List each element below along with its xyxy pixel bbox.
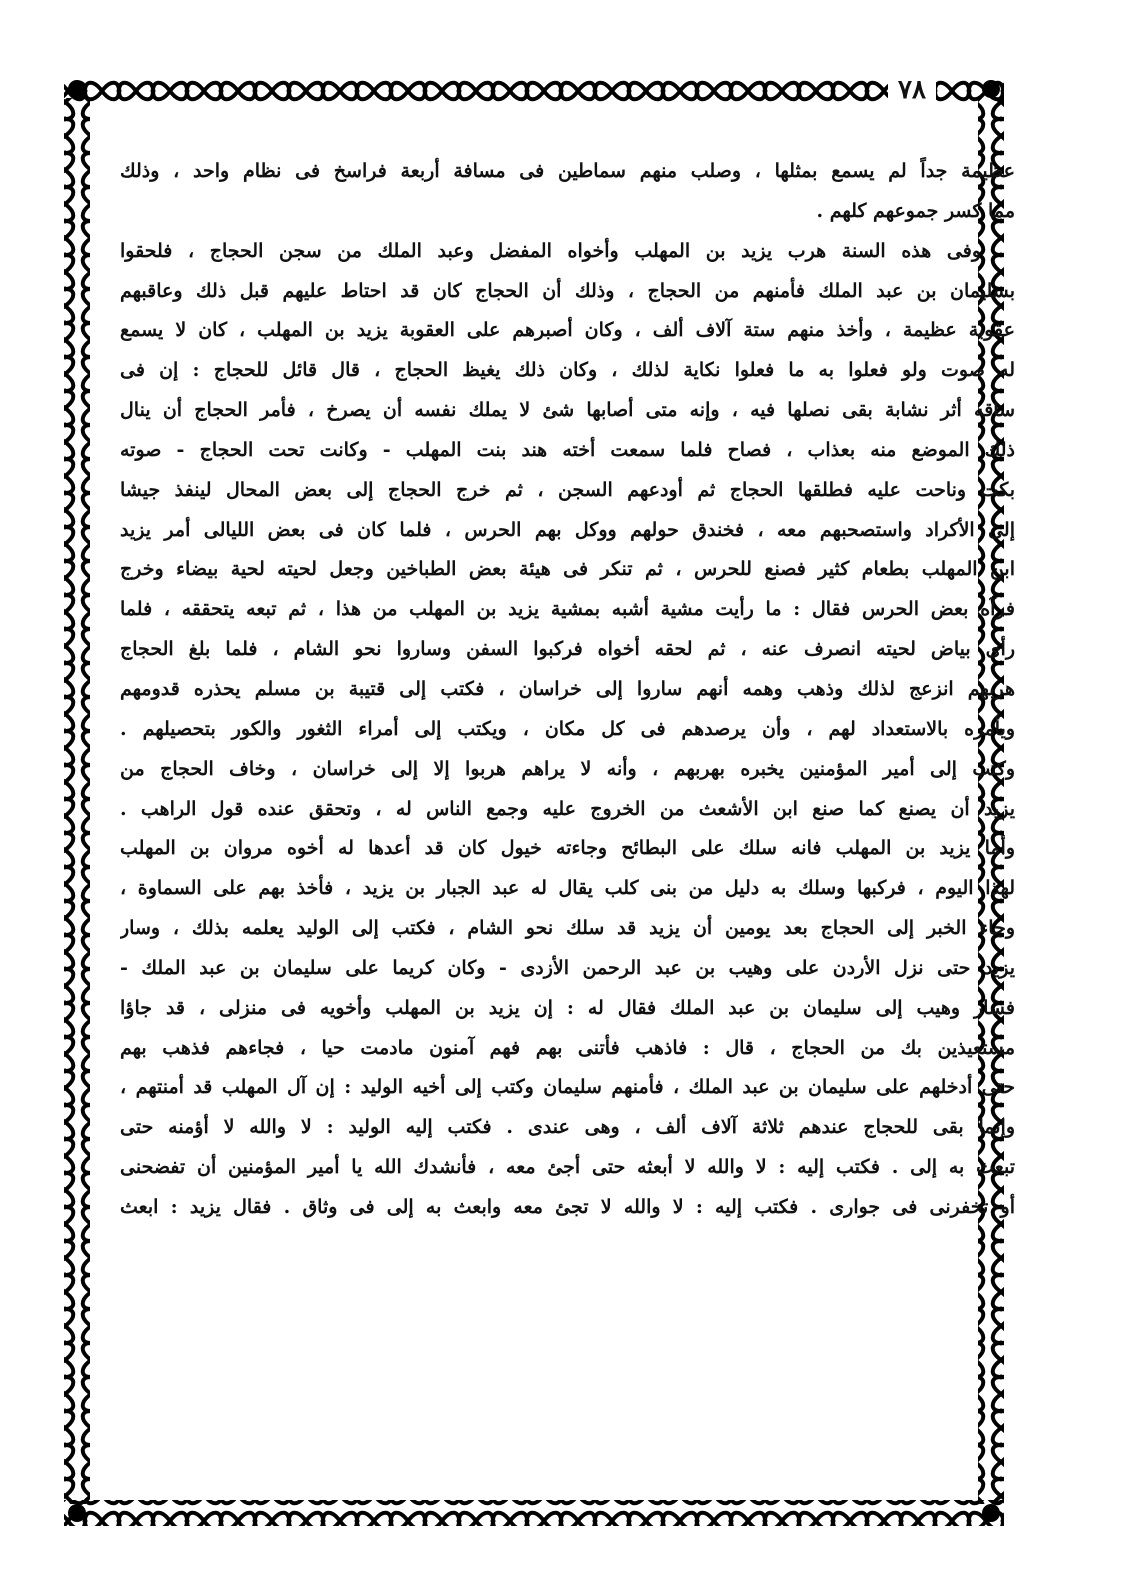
text-line: مما كسر جموعهم كلهم .	[816, 199, 1015, 222]
text-line: يزيد أن يصنع كما صنع ابن الأشعث من الخروج عليه وجمع الناس له ، وتحقق عنده قول الراهب .	[120, 797, 1015, 820]
text-line: ساقه أثر نشابة بقى نصلها فيه ، وإنه متى أصابها شئ لا يملك نفسه أن يصرخ ، فأمر الحجاج أن ينال	[120, 399, 1015, 422]
text-line: لهذا اليوم ، فركبها وسلك به دليل من بنى كلب يقال له عبد الجبار بن يزيد ، فأخذ بهم على السماوة ،	[120, 877, 1015, 900]
text-line: فسار وهيب إلى سليمان بن عبد الملك فقال له : إن يزيد بن المهلب وأخويه فى منزلى ، قد جاؤا	[120, 996, 1015, 1019]
text-line: يزيد حتى نزل الأردن على وهيب بن عبد الرحمن الأزدى - وكان كريما على سليمان بن عبد الملك -	[120, 956, 1015, 979]
text-line: وكتب إلى أمير المؤمنين يخبره بهربهم ، وأنه لا يراهم هربوا إلا إلى خراسان ، وخاف الحجاج من	[120, 757, 1015, 780]
text-line: بكت وناحت عليه فطلقها الحجاج ثم أودعهم السجن ، ثم خرج الحجاج إلى بعض المحال لينفذ جيشا	[120, 478, 1015, 501]
border-left	[64, 98, 90, 1504]
text-line: عقوبة عظيمة ، وأخذ منهم ستة آلاف ألف ، وكان أصبرهم على العقوبة يزيد بن المهلب ، كان لا يسمع	[120, 319, 1015, 342]
text-line: عظيمة جداً لم يسمع بمثلها ، وصلب منهم سماطين فى مسافة أربعة فراسخ فى نظام واحد ، وذلك	[120, 160, 1015, 182]
text-line: حتى أدخلهم على سليمان بن عبد الملك ، فأمنهم سليمان وكتب إلى أخيه الوليد : إن آل المهلب قد أمنتهم ،	[120, 1076, 1015, 1099]
text-line: له صوت ولو فعلوا به ما فعلوا نكاية لذلك ، وكان ذلك يغيظ الحجاج ، قال قائل للحجاج : إن فى	[120, 359, 1015, 382]
page-text	[120, 152, 1015, 1507]
text-line: ويأمره بالاستعداد لهم ، وأن يرصدهم فى كل مكان ، ويكتب إلى أمراء الثغور والكور بتحصيلهم .	[120, 717, 1015, 740]
border-top	[64, 76, 1004, 102]
text-line: ذلك الموضع منه بعذاب ، فصاح فلما سمعت أخته هند بنت المهلب - وكانت تحت الحجاج - صوته	[120, 438, 1015, 461]
text-line: فرآه بعض الحرس فقال : ما رأيت مشية أشبه بمشية يزيد بن المهلب من هذا ، ثم تبعه يتحققه ، فلما	[120, 598, 1015, 621]
text-line: بسليمان بن عبد الملك فأمنهم من الحجاج ، وذلك أن الحجاج كان قد احتاط عليهم قبل ذلك وعاقبهم	[120, 279, 1015, 302]
text-line: تبعث به إلى . فكتب إليه : لا والله لا أبعثه حتى أجئ معه ، فأنشدك الله يا أمير المؤمنين أن تفضحنى	[120, 1156, 1015, 1179]
text-line: إلى الأكراد واستصحبهم معه ، فخندق حولهم ووكل بهم الحرس ، فلما كان فى بعض الليالى أمر يزيد	[120, 518, 1015, 541]
text-line: وإنما بقى للحجاج عندهم ثلاثة آلاف ألف ، وهى عندى . فكتب إليه الوليد : لا والله لا أؤمنه حتى	[120, 1116, 1015, 1139]
text-line: رأى بياض لحيته انصرف عنه ، ثم لحقه أخواه فركبوا السفن وساروا نحو الشام ، فلما بلغ الحجاج	[120, 638, 1015, 661]
text-line: وأما يزيد بن المهلب فانه سلك على البطائح وجاءته خيول كان قد أعدها له أخوه مروان بن المهلب	[120, 837, 1015, 860]
text-line: وفى هذه السنة هرب يزيد بن المهلب وأخواه المفضل وعبد الملك من سجن الحجاج ، فلحقوا	[120, 239, 981, 262]
text-line: ابن المهلب بطعام كثير فصنع للحرس ، ثم تنكر فى هيئة بعض الطباخين وجعل لحيته لحية بيضاء وخرج	[120, 558, 1015, 581]
page-number: ٧٨	[888, 72, 936, 108]
text-line: مستعيذين بك من الحجاج ، قال : فاذهب فأتنى بهم فهم آمنون مادمت حيا ، فجاءهم فذهب بهم	[120, 1036, 1015, 1059]
text-line: وجاء الخبر إلى الحجاج بعد يومين أن يزيد قد سلك نحو الشام ، فكتب إلى الوليد يعلمه بذلك ، وسار	[120, 917, 1015, 940]
text-line: هربهم انزعج لذلك وذهب وهمه أنهم ساروا إلى خراسان ، فكتب إلى قتيبة بن مسلم يحذره قدومهم	[120, 677, 1015, 700]
text-line: أو تخفرنى فى جوارى . فكتب إليه : لا والله لا تجئ معه وابعث به إلى فى وثاق . فقال يزيد : ابعث	[120, 1195, 1015, 1218]
